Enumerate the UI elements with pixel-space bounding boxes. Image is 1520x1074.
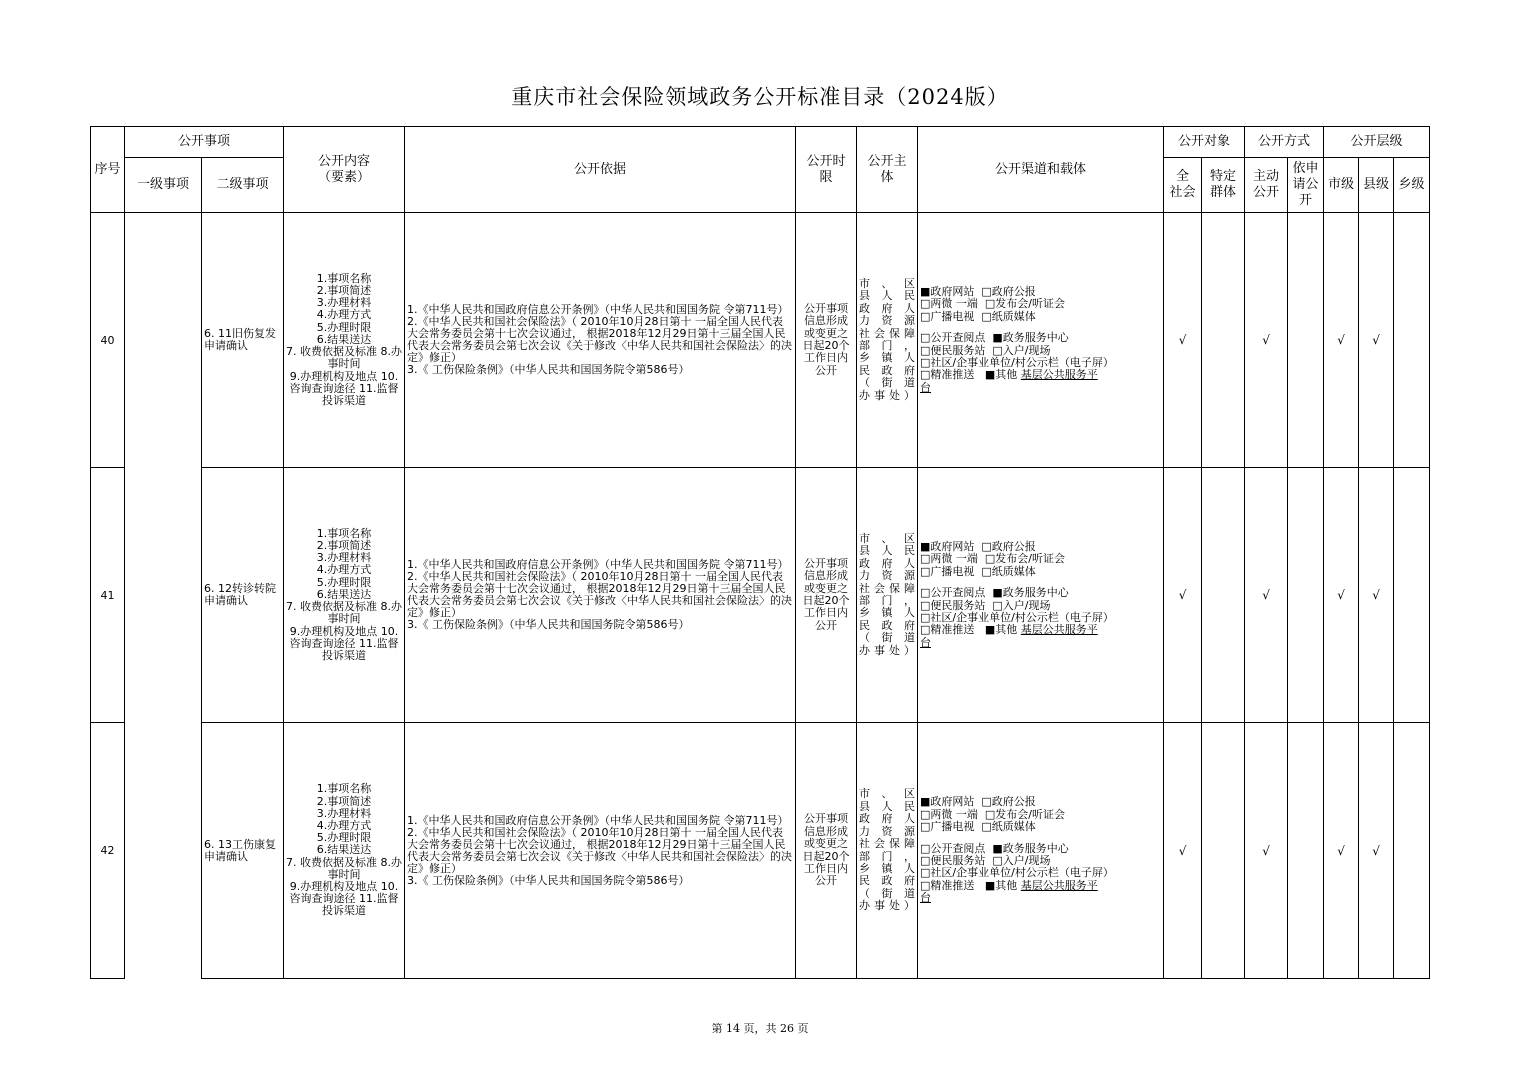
channel-line: □社区/企事业单位/村公示栏（电子屏） xyxy=(920,610,1114,624)
channel-other-value-cont: 台 xyxy=(920,380,932,394)
header-target-group: 特定 群体 xyxy=(1202,158,1245,213)
channel-line: □便民服务站 □入户/现场 xyxy=(920,343,1051,357)
row-target-all: √ xyxy=(1164,213,1202,468)
header-tier-city: 市级 xyxy=(1324,158,1359,213)
row-method-apply xyxy=(1288,723,1324,979)
header-tier-county: 县级 xyxy=(1359,158,1394,213)
row-method-active: √ xyxy=(1245,468,1288,723)
channel-line: □社区/企事业单位/村公示栏（电子屏） xyxy=(920,866,1114,880)
table-body xyxy=(91,213,1430,979)
row-subject: 市 、 区 县 人 民 政 府 人 力 资 源 社会保障 部 门 ， 乡 镇 人 民 政 府 （ 街 道 办事处） xyxy=(857,468,918,723)
channel-line: □广播电视 □纸质媒体 xyxy=(920,820,1036,834)
channel-line: □便民服务站 □入户/现场 xyxy=(920,854,1051,867)
row-tier-town xyxy=(1394,468,1430,723)
channel-other-label: □精准推送 ■其他 xyxy=(920,878,1021,892)
row-content: 1.事项名称 2.事项简述 3.办理材料 4.办理方式 5.办理时限 6.结果送达 7. 收费依据及标准 8.办事时间 9.办理机构及地点 10. 咨询查询途径 11.监督投诉渠道 xyxy=(284,213,405,468)
row-level2: 6. 12转诊转院 申请确认 xyxy=(202,468,284,723)
row-tier-county: √ xyxy=(1359,468,1394,723)
row-timelimit: 公开事项 信息形成 或变更之 日起20个 工作日内 公开 xyxy=(796,723,857,979)
basis-item: 1.《中华人民共和国政府信息公开条例》（中华人民共和国国务院 令第711号） xyxy=(407,813,789,827)
row-target-group xyxy=(1202,468,1245,723)
row-level2: 6. 11旧伤复发 申请确认 xyxy=(202,213,284,468)
page-title: 重庆市社会保险领域政务公开标准目录（2024版） xyxy=(511,85,1009,109)
header-channel: 公开渠道和载体 xyxy=(918,127,1164,213)
basis-item: 3.《 工伤保险条例》（中华人民共和国国务院令第586号） xyxy=(407,873,690,887)
header-target: 公开对象 xyxy=(1164,127,1245,158)
basis-item: 2.《中华人民共和国社会保险法》（ 2010年10月28日第十 一届全国人民代表大会常务委员会第十七次会议通过， 根据2018年12月29日第十三届全国人民代表大会常务委员会第七次会议《关于修改〈中华人民共和国社会保险法〉的决定》修正） xyxy=(407,315,793,364)
header-level2: 二级事项 xyxy=(202,158,284,213)
table-row xyxy=(91,213,1430,468)
row-tier-county: √ xyxy=(1359,213,1394,468)
row-channel xyxy=(918,468,1164,723)
header-method: 公开方式 xyxy=(1245,127,1324,158)
header-subject: 公开主 体 xyxy=(857,127,918,213)
page-footer: 第 14 页，共 26 页 xyxy=(711,1022,809,1035)
row-seq: 40 xyxy=(91,213,125,468)
row-tier-town xyxy=(1394,723,1430,979)
channel-other-label: □精准推送 ■其他 xyxy=(920,368,1021,382)
channel-line: □广播电视 □纸质媒体 xyxy=(920,309,1036,323)
channel-line: □公开查阅点 ■政务服务中心 xyxy=(920,331,1069,345)
channel-line-other xyxy=(920,369,1161,381)
row-timelimit: 公开事项 信息形成 或变更之 日起20个 工作日内 公开 xyxy=(796,213,857,468)
row-target-group xyxy=(1202,723,1245,979)
row-basis xyxy=(405,468,796,723)
row-tier-city: √ xyxy=(1324,468,1359,723)
channel-line: □公开查阅点 ■政务服务中心 xyxy=(920,841,1069,855)
row-basis xyxy=(405,213,796,468)
channel-line: □两微 一端 □发布会/听证会 xyxy=(920,807,1065,821)
basis-item: 1.《中华人民共和国政府信息公开条例》（中华人民共和国国务院 令第711号） xyxy=(407,303,789,316)
row-seq: 41 xyxy=(91,468,125,723)
channel-line: □两微 一端 □发布会/听证会 xyxy=(920,552,1065,566)
header-method-active: 主动 公开 xyxy=(1245,158,1288,213)
channel-other-label: □精准推送 ■其他 xyxy=(920,623,1021,637)
row-tier-county: √ xyxy=(1359,723,1394,979)
row-tier-city: √ xyxy=(1324,213,1359,468)
header-tier-town: 乡级 xyxy=(1394,158,1430,213)
channel-line: ■政府网站 □政府公报 xyxy=(920,284,1036,298)
row-method-apply xyxy=(1288,213,1324,468)
channel-line: ■政府网站 □政府公报 xyxy=(920,795,1036,809)
channel-line: □两微 一端 □发布会/听证会 xyxy=(920,297,1065,311)
header-tier: 公开层级 xyxy=(1324,127,1430,158)
basis-item: 2.《中华人民共和国社会保险法》（ 2010年10月28日第十 一届全国人民代表大会常务委员会第十七次会议通过， 根据2018年12月29日第十三届全国人民代表大会常务委员会第七次会议《关于修改〈中华人民共和国社会保险法〉的决定》修正） xyxy=(407,570,793,619)
row-tier-city: √ xyxy=(1324,723,1359,979)
row-level2: 6. 13工伤康复 申请确认 xyxy=(202,723,284,979)
row-timelimit: 公开事项 信息形成 或变更之 日起20个 工作日内 公开 xyxy=(796,468,857,723)
basis-item: 2.《中华人民共和国社会保险法》（ 2010年10月28日第十 一届全国人民代表大会常务委员会第十七次会议通过， 根据2018年12月29日第十三届全国人民代表大会常务委员会第七次会议《关于修改〈中华人民共和国社会保险法〉的决定》修正） xyxy=(407,825,793,875)
header-method-apply: 依申 请公 开 xyxy=(1288,158,1324,213)
row-tier-town xyxy=(1394,213,1430,468)
level1-cell xyxy=(125,213,202,979)
channel-line: □公开查阅点 ■政务服务中心 xyxy=(920,586,1069,600)
row-method-active: √ xyxy=(1245,213,1288,468)
row-target-all: √ xyxy=(1164,723,1202,979)
row-target-all: √ xyxy=(1164,468,1202,723)
header-target-all: 全 社会 xyxy=(1164,158,1202,213)
channel-line-other xyxy=(920,624,1161,636)
row-target-group xyxy=(1202,213,1245,468)
row-seq: 42 xyxy=(91,723,125,979)
table-row xyxy=(91,468,1430,723)
table-row xyxy=(91,723,1430,979)
header-seq: 序号 xyxy=(91,127,125,213)
basis-item: 3.《 工伤保险条例》（中华人民共和国国务院令第586号） xyxy=(407,618,690,631)
catalog-table xyxy=(90,126,1430,979)
row-basis xyxy=(405,723,796,979)
channel-other-value-cont: 台 xyxy=(920,891,932,905)
channel-line-other xyxy=(920,880,1161,892)
channel-line: □广播电视 □纸质媒体 xyxy=(920,564,1036,578)
row-method-apply xyxy=(1288,468,1324,723)
header-items: 公开事项 xyxy=(125,127,284,158)
channel-other-value: 基层公共服务平 xyxy=(1020,878,1098,892)
channel-line: □便民服务站 □入户/现场 xyxy=(920,598,1051,612)
row-content: 1.事项名称 2.事项简述 3.办理材料 4.办理方式 5.办理时限 6.结果送达 7. 收费依据及标准 8.办事时间 9.办理机构及地点 10. 咨询查询途径 11.监督投诉渠道 xyxy=(284,723,405,979)
row-subject: 市 、 区 县 人 民 政 府 人 力 资 源 社会保障 部 门 ， 乡 镇 人 民 政 府 （ 街 道 办事处） xyxy=(857,213,918,468)
channel-line: □社区/企事业单位/村公示栏（电子屏） xyxy=(920,355,1114,369)
channel-other-value: 基层公共服务平 xyxy=(1020,368,1098,382)
basis-item: 3.《 工伤保险条例》（中华人民共和国国务院令第586号） xyxy=(407,363,690,376)
channel-other-value-cont: 台 xyxy=(920,635,932,649)
row-content: 1.事项名称 2.事项简述 3.办理材料 4.办理方式 5.办理时限 6.结果送达 7. 收费依据及标准 8.办事时间 9.办理机构及地点 10. 咨询查询途径 11.监督投诉渠道 xyxy=(284,468,405,723)
row-subject: 市 、 区 县 人 民 政 府 人 力 资 源 社会保障 部 门 ， 乡 镇 人 民 政 府 （ 街 道 办事处） xyxy=(857,723,918,979)
table-header xyxy=(91,127,1430,213)
header-level1: 一级事项 xyxy=(125,158,202,213)
header-basis: 公开依据 xyxy=(405,127,796,213)
header-content: 公开内容 （要素） xyxy=(284,127,405,213)
row-channel xyxy=(918,213,1164,468)
channel-line: ■政府网站 □政府公报 xyxy=(920,539,1036,553)
basis-item: 1.《中华人民共和国政府信息公开条例》（中华人民共和国国务院 令第711号） xyxy=(407,558,789,571)
row-method-active: √ xyxy=(1245,723,1288,979)
row-channel xyxy=(918,723,1164,979)
channel-other-value: 基层公共服务平 xyxy=(1020,623,1098,637)
header-timelimit: 公开时 限 xyxy=(796,127,857,213)
